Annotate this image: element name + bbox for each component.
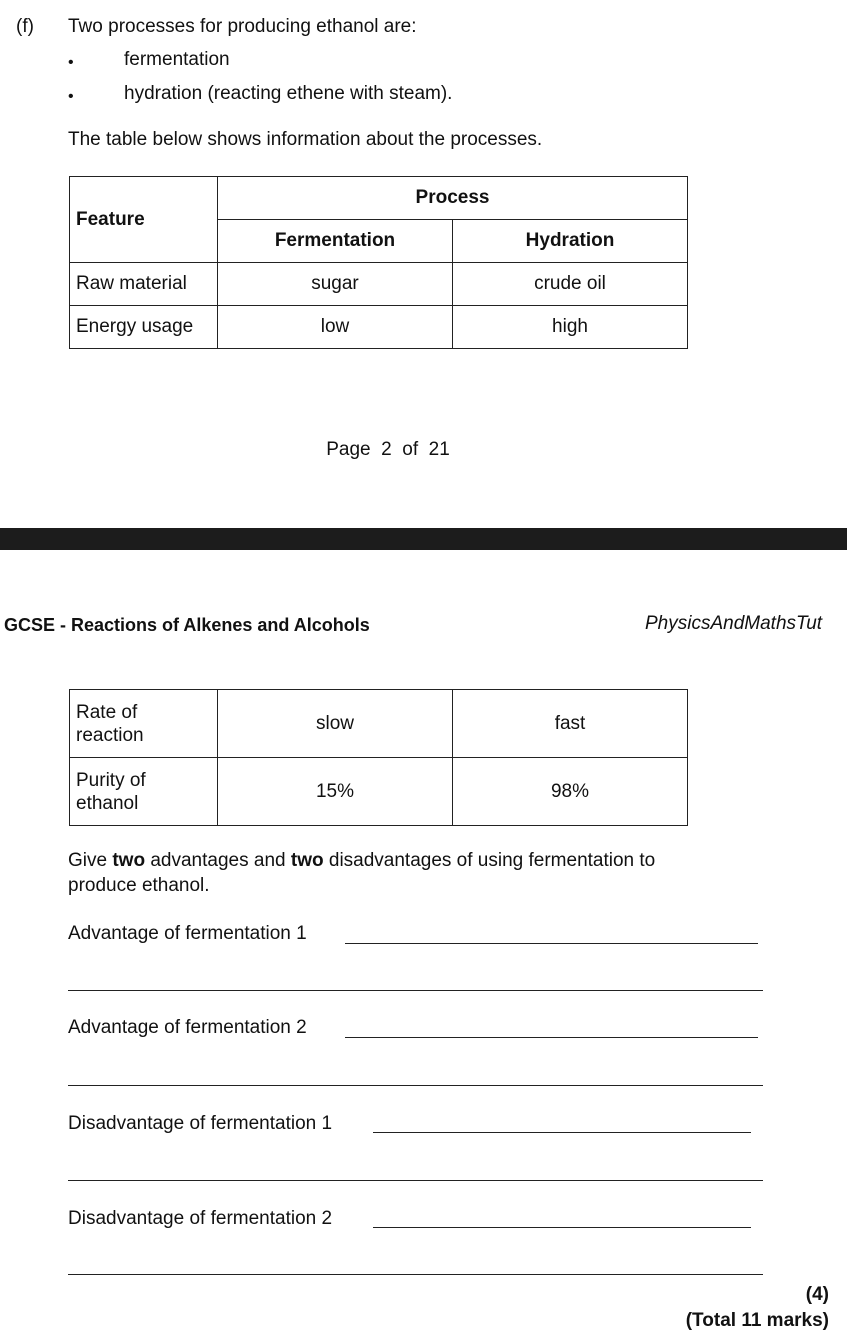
row-feature — [70, 758, 218, 826]
row-fermentation-value: low — [218, 306, 453, 349]
question-prompt — [68, 850, 655, 872]
answer-line-disadvantage-2-continued[interactable] — [68, 1274, 763, 1275]
bullet-dot: • — [68, 54, 74, 71]
table-row — [70, 758, 688, 826]
answer-line-advantage-2[interactable] — [345, 1037, 758, 1038]
row-feature-line1: Purity of — [76, 769, 146, 791]
table-row — [70, 306, 688, 349]
prompt-text: Give — [68, 850, 113, 871]
prompt-text: advantages and — [145, 850, 291, 871]
col-fermentation: Fermentation — [218, 220, 453, 263]
total-marks: (Total 11 marks) — [685, 1310, 829, 1331]
question-label: (f) — [16, 16, 34, 37]
row-feature-line1: Rate of — [76, 701, 138, 723]
page-header-title: GCSE - Reactions of Alkenes and Alcohols — [4, 615, 370, 635]
answer-label-disadvantage-1: Disadvantage of fermentation 1 — [68, 1113, 333, 1134]
answer-label-disadvantage-2: Disadvantage of fermentation 2 — [68, 1208, 333, 1229]
process-table — [69, 176, 688, 349]
part-marks: (4) — [805, 1284, 829, 1305]
table-row — [70, 690, 688, 758]
answer-line-disadvantage-1-continued[interactable] — [68, 1180, 763, 1181]
feature-header: Feature — [70, 177, 218, 263]
page-number: Page 2 of 21 — [326, 439, 450, 460]
bullet-fermentation: fermentation — [124, 49, 230, 70]
answer-line-advantage-2-continued[interactable] — [68, 1085, 763, 1086]
question-intro: Two processes for producing ethanol are: — [68, 16, 417, 37]
row-fermentation-value: slow — [218, 690, 453, 758]
row-feature-line2: reaction — [76, 724, 144, 746]
prompt-emphasis: two — [112, 850, 146, 871]
row-fermentation-value: sugar — [218, 263, 453, 306]
table-intro: The table below shows information about the processes. — [68, 129, 543, 150]
process-table-continued — [69, 689, 688, 826]
prompt-text: disadvantages of using fermentation to — [323, 850, 656, 871]
col-hydration: Hydration — [453, 220, 688, 263]
answer-line-disadvantage-1[interactable] — [373, 1132, 751, 1133]
bullet-hydration: hydration (reacting ethene with steam). — [124, 83, 453, 104]
question-prompt-line2: produce ethanol. — [68, 875, 210, 896]
row-feature-line2: ethanol — [76, 792, 139, 814]
table-row — [70, 263, 688, 306]
answer-line-advantage-1-continued[interactable] — [68, 990, 763, 991]
row-hydration-value: 98% — [453, 758, 688, 826]
prompt-emphasis: two — [290, 850, 324, 871]
row-feature: Raw material — [70, 263, 218, 306]
row-feature: Energy usage — [70, 306, 218, 349]
row-feature — [70, 690, 218, 758]
bullet-dot: • — [68, 88, 74, 105]
row-hydration-value: high — [453, 306, 688, 349]
answer-label-advantage-2: Advantage of fermentation 2 — [68, 1017, 307, 1038]
answer-line-advantage-1[interactable] — [345, 943, 758, 944]
row-fermentation-value: 15% — [218, 758, 453, 826]
answer-line-disadvantage-2[interactable] — [373, 1227, 751, 1228]
process-header: Process — [218, 177, 688, 220]
row-hydration-value: crude oil — [453, 263, 688, 306]
page-separator — [0, 528, 847, 550]
row-hydration-value: fast — [453, 690, 688, 758]
answer-label-advantage-1: Advantage of fermentation 1 — [68, 923, 307, 944]
page-header-site: PhysicsAndMathsTut — [645, 613, 823, 634]
